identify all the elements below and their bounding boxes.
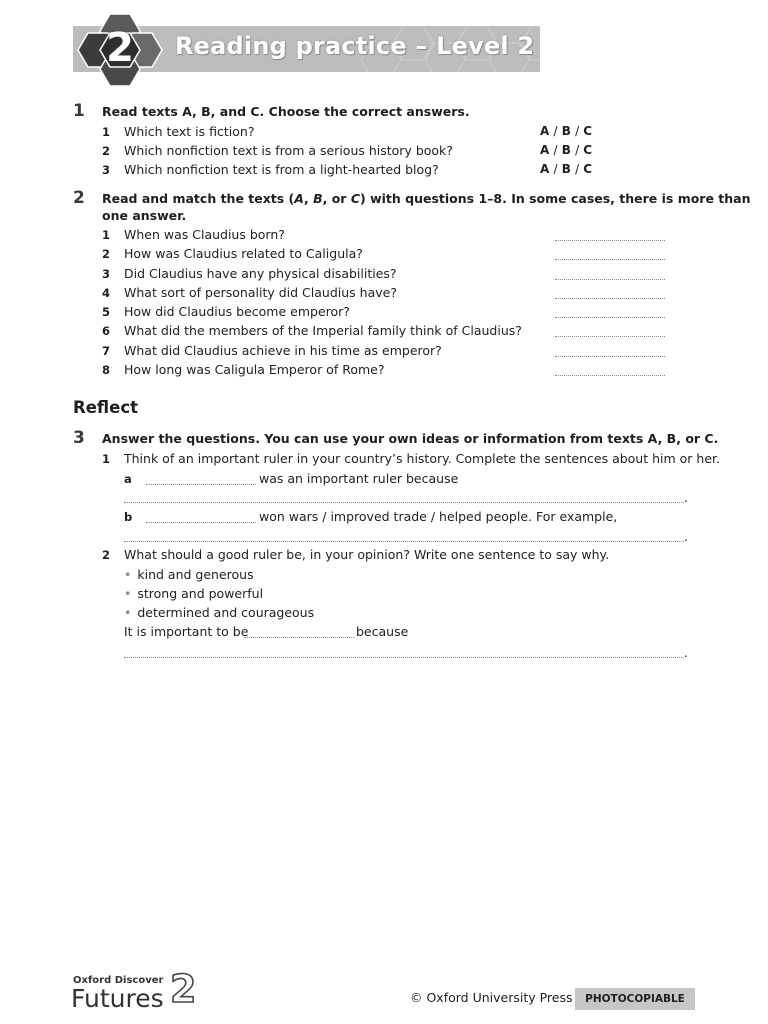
sentence-b-text: won wars / improved trade / helped people. For example,	[259, 509, 618, 524]
answer-line[interactable]	[146, 522, 256, 523]
line-end-period: .	[684, 490, 688, 505]
question-number: 1	[102, 125, 111, 139]
answer-line[interactable]	[555, 317, 665, 318]
section-1-instruction: Read texts A, B, and C. Choose the correct answers.	[102, 104, 470, 119]
sentence-start: It is important to be	[124, 624, 249, 639]
section-2-number: 2	[73, 188, 85, 208]
question-text: How did Claudius become emperor?	[124, 304, 350, 319]
item-label-b: b	[124, 510, 133, 524]
question-text: Which nonfiction text is from a serious history book?	[124, 143, 453, 158]
bullet-icon: •	[124, 605, 132, 620]
question-text: What did the members of the Imperial family think of Claudius?	[124, 323, 522, 338]
question-number: 1	[102, 228, 111, 242]
question-number: 7	[102, 344, 111, 358]
answer-line[interactable]	[555, 259, 665, 260]
option-a[interactable]: A	[540, 143, 550, 157]
answer-choices[interactable]: A / B / C	[540, 162, 593, 176]
question-text: What did Claudius achieve in his time as emperor?	[124, 343, 442, 358]
question-number: 8	[102, 363, 111, 377]
question-text: Did Claudius have any physical disabilities?	[124, 266, 397, 281]
bullet-item: • determined and courageous	[124, 605, 315, 620]
page-title: Reading practice – Level 2	[175, 32, 535, 60]
answer-line[interactable]	[244, 637, 354, 638]
question-text: When was Claudius born?	[124, 227, 285, 242]
unit-number: 2	[106, 25, 134, 71]
answer-choices[interactable]: A / B / C	[540, 143, 593, 157]
bullet-item: • strong and powerful	[124, 586, 264, 601]
section-3-number: 3	[73, 428, 85, 448]
option-a[interactable]: A	[540, 124, 550, 138]
answer-line[interactable]	[124, 657, 684, 658]
question-text: Think of an important ruler in your country’s history. Complete the sentences about him or her.	[124, 451, 720, 466]
option-b[interactable]: B	[561, 162, 571, 176]
bullet-item: • kind and generous	[124, 567, 254, 582]
question-text: How long was Caligula Emperor of Rome?	[124, 362, 385, 377]
item-label-a: a	[124, 472, 132, 486]
question-number: 4	[102, 286, 111, 300]
question-text: What sort of personality did Claudius have?	[124, 285, 397, 300]
option-c[interactable]: C	[583, 124, 593, 138]
question-text: What should a good ruler be, in your opinion? Write one sentence to say why.	[124, 547, 610, 562]
footer-brand-series: Oxford Discover	[73, 975, 164, 986]
question-number: 3	[102, 163, 111, 177]
unit-emblem	[77, 12, 163, 90]
question-number: 1	[102, 452, 111, 466]
question-number: 5	[102, 305, 111, 319]
section-2-instruction: Read and match the texts (A, B, or C) with questions 1–8. In some cases, there is more than	[102, 191, 751, 206]
answer-line[interactable]	[555, 356, 665, 357]
option-a[interactable]: A	[540, 162, 550, 176]
bullet-icon: •	[124, 586, 132, 601]
answer-line[interactable]	[555, 298, 665, 299]
answer-line[interactable]	[555, 375, 665, 376]
section-2-instruction-line2: one answer.	[102, 208, 187, 223]
photocopiable-badge: PHOTOCOPIABLE	[575, 988, 695, 1010]
answer-line[interactable]	[124, 541, 684, 542]
answer-line[interactable]	[555, 336, 665, 337]
footer-brand-level: 2	[170, 967, 197, 1011]
option-c[interactable]: C	[583, 143, 593, 157]
answer-line[interactable]	[124, 502, 684, 503]
line-end-period: .	[684, 529, 688, 544]
footer-brand-title: Futures	[71, 984, 164, 1013]
option-c[interactable]: C	[583, 162, 593, 176]
question-text: Which nonfiction text is from a light-hearted blog?	[124, 162, 439, 177]
answer-line[interactable]	[146, 484, 256, 485]
option-b[interactable]: B	[561, 143, 571, 157]
copyright-notice: © Oxford University Press	[410, 990, 573, 1005]
question-text: Which text is fiction?	[124, 124, 255, 139]
question-text: How was Claudius related to Caligula?	[124, 246, 363, 261]
line-end-period: .	[684, 645, 688, 660]
answer-line[interactable]	[555, 279, 665, 280]
question-number: 2	[102, 144, 111, 158]
question-number: 3	[102, 267, 111, 281]
question-number: 2	[102, 548, 111, 562]
section-3-instruction: Answer the questions. You can use your own ideas or information from texts A, B, or C.	[102, 431, 719, 446]
sentence-a-text: was an important ruler because	[259, 471, 459, 486]
question-number: 6	[102, 324, 111, 338]
answer-line[interactable]	[555, 240, 665, 241]
option-b[interactable]: B	[561, 124, 571, 138]
sentence-mid: because	[356, 624, 409, 639]
answer-choices[interactable]: A / B / C	[540, 124, 593, 138]
section-1-number: 1	[73, 101, 85, 121]
bullet-icon: •	[124, 567, 132, 582]
question-number: 2	[102, 247, 111, 261]
reflect-heading: Reflect	[73, 398, 138, 417]
